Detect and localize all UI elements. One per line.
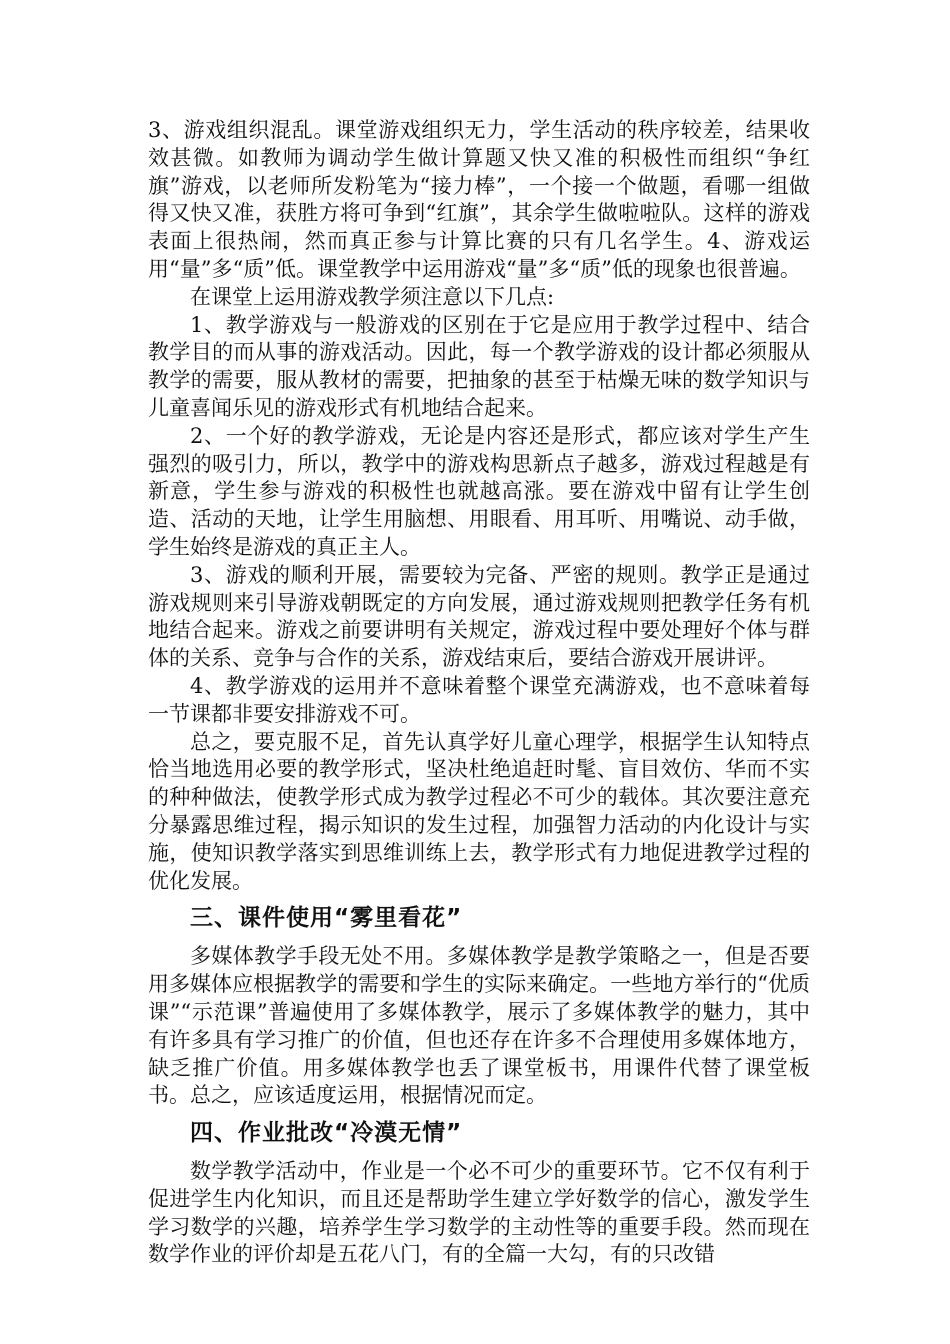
document-page: [148, 117, 810, 1269]
paragraph-homework: 数学教学活动中，作业是一个必不可少的重要环节。它不仅有利于促进学生内化知识，而且还是帮助学生建立学好数学的信心，激发学生学习数学的兴趣，培养学生学习数学的主动性等的重要手段。然而现在数学作业的评价却是五花八门，有的全篇一大勾，有的只改错: [148, 1159, 810, 1267]
paragraph-note-3: 3、游戏的顺利开展，需要较为完备、严密的规则。教学正是通过游戏规则来引导游戏朝既定的方向发展，通过游戏规则把教学任务有机地结合起来。游戏之前要讲明有关规定，游戏过程中要处理好个体与群体的关系、竞争与合作的关系，游戏结束后，要结合游戏开展讲评。: [148, 562, 810, 671]
paragraph-note-1: 1、教学游戏与一般游戏的区别在于它是应用于教学过程中、结合教学目的而从事的游戏活动。因此，每一个教学游戏的设计都必须服从教学的需要，服从教材的需要，把抽象的甚至于枯燥无味的数学知识与儿童喜闻乐见的游戏形式有机地结合起来。: [148, 312, 810, 420]
section-heading-homework: 四、作业批改“冷漠无情”: [190, 1120, 463, 1147]
paragraph-summary: 总之，要克服不足，首先认真学好儿童心理学，根据学生认知特点恰当地选用必要的教学形式，坚决杜绝追赶时髦、盲目效仿、华而不实的种种做法，使教学形式成为教学过程必不可少的载体。其次要注意充分暴露思维过程，揭示知识的发生过程，加强智力活动的内化设计与实施，使知识教学落实到思维训练上去，教学形式有力地促进教学过程的优化发展。: [148, 729, 810, 893]
paragraph-game-organization: 3、游戏组织混乱。课堂游戏组织无力，学生活动的秩序较差，结果收效甚微。如教师为调动学生做计算题又快又准的积极性而组织“争红旗”游戏，以老师所发粉笔为“接力棒”，一个接一个做题，看哪一组做得又快又准，获胜方将可争到“红旗”，其余学生做啦啦队。这样的游戏表面上很热闹，然而真正参与计算比赛的只有几名学生。4、游戏运用“量”多“质”低。课堂教学中运用游戏“量”多“质”低的现象也很普遍。: [148, 118, 810, 281]
paragraph-note-2: 2、一个好的教学游戏，无论是内容还是形式，都应该对学生产生强烈的吸引力，所以，教学中的游戏构思新点子越多，游戏过程越是有新意，学生参与游戏的积极性也就越高涨。要在游戏中留有让学生创造、活动的天地，让学生用脑想、用眼看、用耳听、用嘴说、动手做，学生始终是游戏的真正主人。: [148, 423, 810, 559]
paragraph-game-notes-intro: 在课堂上运用游戏教学须注意以下几点:: [190, 284, 555, 309]
section-heading-courseware: 三、课件使用“雾里看花”: [190, 905, 463, 932]
paragraph-note-4: 4、教学游戏的运用并不意味着整个课堂充满游戏，也不意味着每一节课都非要安排游戏不可。: [148, 673, 810, 726]
paragraph-multimedia: 多媒体教学手段无处不用。多媒体教学是教学策略之一，但是否要用多媒体应根据教学的需要和学生的实际来确定。一些地方举行的“优质课”“示范课”普遍使用了多媒体教学，展示了多媒体教学的魅力，其中有许多具有学习推广的价值，但也还存在许多不合理使用多媒体地方，缺乏推广价值。用多媒体教学也丢了课堂板书，用课件代替了课堂板书。总之，应该适度运用，根据情况而定。: [148, 944, 810, 1108]
